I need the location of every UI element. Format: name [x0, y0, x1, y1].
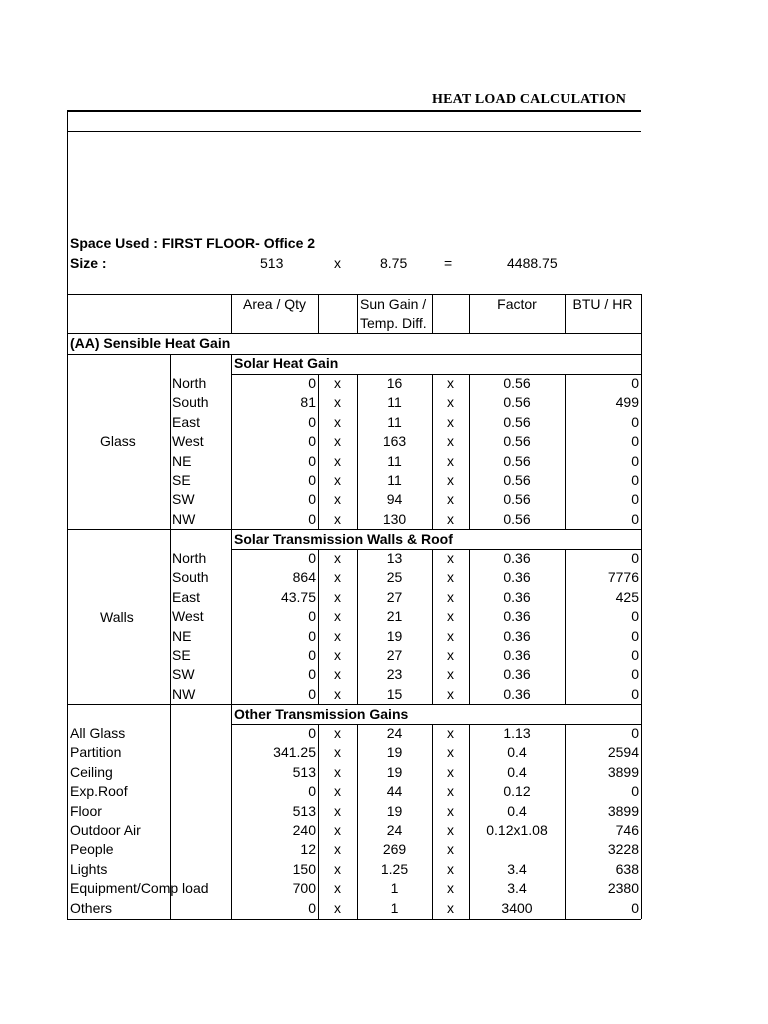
- table-row: [0, 782, 768, 801]
- grid-hline: [67, 294, 641, 295]
- gain-value: 163: [382, 433, 407, 450]
- multiply-sign: x: [334, 627, 341, 644]
- factor-value: 0.56: [503, 413, 531, 430]
- grid-vline: [318, 294, 319, 333]
- grid-hline: [67, 333, 641, 334]
- factor-value: 0.4: [507, 763, 527, 780]
- area-value: 0: [308, 627, 316, 644]
- gain-value: 130: [382, 510, 407, 527]
- table-row: [0, 685, 768, 704]
- multiply-sign: x: [447, 860, 454, 877]
- factor-value: 0.36: [503, 550, 531, 566]
- area-value: 0: [308, 725, 316, 741]
- multiply-sign: x: [447, 510, 454, 527]
- multiply-sign: x: [334, 569, 341, 586]
- area-value: 240: [292, 822, 316, 838]
- btu-value: 0: [631, 413, 639, 430]
- grid-vline: [432, 294, 433, 333]
- gain-value: 21: [386, 608, 403, 625]
- top-border-thick: [67, 110, 641, 112]
- btu-value: 3899: [607, 802, 639, 819]
- gain-value: 19: [386, 627, 403, 644]
- row-label: Others: [70, 899, 113, 916]
- multiply-sign: x: [447, 588, 454, 605]
- area-value: 341.25: [273, 744, 316, 761]
- area-value: 0: [308, 433, 316, 450]
- multiply-sign: x: [447, 725, 454, 741]
- row-label: West: [172, 433, 204, 450]
- row-label: South: [172, 394, 209, 411]
- multiply-sign: x: [334, 491, 341, 508]
- btu-value: 0: [631, 783, 639, 800]
- multiply-sign: x: [447, 491, 454, 508]
- gain-value: 19: [386, 744, 403, 761]
- table-row: [0, 490, 768, 509]
- row-label: South: [172, 569, 209, 586]
- row-label: North: [172, 375, 207, 391]
- multiply-sign: x: [334, 685, 341, 702]
- multiply-sign: x: [334, 394, 341, 411]
- size-height: 8.75: [380, 255, 408, 271]
- size-label: Size :: [70, 255, 107, 271]
- multiply-sign: x: [447, 783, 454, 800]
- row-label: East: [172, 413, 201, 430]
- factor-value: 0.56: [503, 452, 531, 469]
- multiply-sign: x: [447, 744, 454, 761]
- area-value: 513: [292, 802, 316, 819]
- subheader-other-transmission: Other Transmission Gains: [234, 706, 409, 722]
- multiply-sign: x: [334, 744, 341, 761]
- gain-value: 94: [386, 491, 403, 508]
- section-sensible-heat-gain: (AA) Sensible Heat Gain: [70, 335, 231, 351]
- area-value: 0: [308, 413, 316, 430]
- factor-value: 3.4: [507, 860, 527, 877]
- multiply-sign: x: [447, 880, 454, 897]
- area-value: 513: [292, 763, 316, 780]
- row-label: SE: [172, 647, 191, 663]
- grid-hline: [67, 354, 641, 355]
- multiply-sign: x: [334, 647, 341, 663]
- gain-value: 269: [382, 841, 407, 858]
- gain-value: 23: [386, 666, 403, 683]
- multiply-sign: x: [334, 433, 341, 450]
- header-area: Area / Qty: [242, 296, 307, 312]
- table-row: [0, 607, 768, 626]
- factor-value: 0.56: [503, 375, 531, 391]
- factor-value: 0.56: [503, 394, 531, 411]
- multiply-sign: x: [334, 375, 341, 391]
- multiply-sign: x: [334, 822, 341, 838]
- multiply-sign: x: [447, 569, 454, 586]
- grid-hline: [67, 704, 641, 705]
- gain-value: 11: [387, 472, 402, 488]
- btu-value: 0: [631, 608, 639, 625]
- btu-value: 0: [631, 433, 639, 450]
- group-label-glass: Glass: [100, 433, 136, 449]
- factor-value: 0.36: [503, 685, 531, 702]
- gain-value: 24: [386, 822, 403, 838]
- table-row: [0, 627, 768, 646]
- multiply-sign: x: [447, 763, 454, 780]
- row-label: North: [172, 550, 207, 566]
- area-value: 0: [308, 899, 316, 916]
- row-label: SE: [172, 472, 191, 488]
- multiply-sign: x: [334, 880, 341, 897]
- gain-value: 44: [386, 783, 403, 800]
- btu-value: 746: [615, 822, 639, 838]
- area-value: 700: [292, 880, 316, 897]
- multiply-sign: x: [334, 510, 341, 527]
- multiply-sign: x: [447, 433, 454, 450]
- btu-value: 2594: [607, 744, 639, 761]
- table-row: [0, 588, 768, 607]
- btu-value: 0: [631, 491, 639, 508]
- factor-value: 0.36: [503, 627, 531, 644]
- table-row: [0, 471, 768, 490]
- gain-value: 19: [386, 763, 403, 780]
- subheader-solar-heat-gain: Solar Heat Gain: [234, 355, 339, 371]
- area-value: 0: [308, 783, 316, 800]
- gain-value: 25: [386, 569, 403, 586]
- factor-value: 0.4: [507, 744, 527, 761]
- multiply-sign: x: [334, 860, 341, 877]
- multiply-sign: x: [447, 647, 454, 663]
- factor-value: 0.36: [503, 647, 531, 663]
- area-value: 0: [308, 647, 316, 663]
- group-label-walls: Walls: [100, 609, 134, 625]
- row-label: NW: [172, 510, 196, 527]
- gain-value: 27: [386, 588, 403, 605]
- size-equals: =: [444, 255, 453, 271]
- factor-value: 0.56: [503, 472, 531, 488]
- gain-value: 16: [386, 375, 403, 391]
- multiply-sign: x: [447, 627, 454, 644]
- multiply-sign: x: [447, 413, 454, 430]
- area-value: 12: [300, 841, 316, 858]
- table-row: [0, 393, 768, 412]
- row-label: Lights: [70, 860, 108, 877]
- factor-value: 3400: [501, 899, 533, 916]
- multiply-sign: x: [447, 550, 454, 566]
- size-multiply: x: [334, 255, 341, 271]
- multiply-sign: x: [334, 588, 341, 605]
- row-label: SW: [172, 666, 195, 683]
- row-label: All Glass: [70, 725, 126, 741]
- row-label: People: [70, 841, 114, 858]
- multiply-sign: x: [334, 666, 341, 683]
- header-btu: BTU / HR: [572, 296, 633, 312]
- multiply-sign: x: [447, 452, 454, 469]
- multiply-sign: x: [447, 822, 454, 838]
- gain-value: 15: [386, 685, 403, 702]
- factor-value: 0.4: [507, 802, 527, 819]
- factor-value: 0.36: [503, 666, 531, 683]
- multiply-sign: x: [334, 550, 341, 566]
- row-label: Partition: [70, 744, 122, 761]
- table-row: [0, 724, 768, 743]
- row-label: NW: [172, 685, 196, 702]
- table-row: [0, 432, 768, 451]
- multiply-sign: x: [334, 802, 341, 819]
- table-row: [0, 549, 768, 568]
- table-row: [0, 743, 768, 762]
- factor-value: 0.12x1.08: [486, 822, 548, 838]
- table-row: [0, 860, 768, 879]
- multiply-sign: x: [447, 666, 454, 683]
- table-row: [0, 452, 768, 471]
- header-sun-gain-line1: Sun Gain /: [360, 296, 427, 312]
- btu-value: 499: [615, 394, 639, 411]
- factor-value: 3.4: [507, 880, 527, 897]
- multiply-sign: x: [334, 452, 341, 469]
- factor-value: 0.36: [503, 608, 531, 625]
- table-row: [0, 821, 768, 840]
- page-title: HEAT LOAD CALCULATION: [432, 92, 627, 107]
- factor-value: 0.36: [503, 588, 531, 605]
- area-value: 0: [308, 510, 316, 527]
- table-row: [0, 568, 768, 587]
- multiply-sign: x: [447, 608, 454, 625]
- gain-value: 11: [387, 394, 402, 411]
- area-value: 0: [308, 550, 316, 566]
- btu-value: 2380: [607, 880, 639, 897]
- grid-vline: [357, 294, 358, 333]
- factor-value: 0.56: [503, 510, 531, 527]
- area-value: 864: [292, 569, 316, 586]
- gain-value: 19: [386, 802, 403, 819]
- btu-value: 0: [631, 550, 639, 566]
- area-value: 0: [308, 608, 316, 625]
- btu-value: 0: [631, 685, 639, 702]
- table-row: [0, 374, 768, 393]
- multiply-sign: x: [447, 802, 454, 819]
- table-row: [0, 413, 768, 432]
- multiply-sign: x: [447, 841, 454, 858]
- btu-value: 0: [631, 452, 639, 469]
- btu-value: 0: [631, 472, 639, 488]
- multiply-sign: x: [334, 763, 341, 780]
- row-label: NE: [172, 452, 192, 469]
- size-volume: 4488.75: [507, 255, 558, 271]
- row-label: SW: [172, 491, 195, 508]
- multiply-sign: x: [447, 375, 454, 391]
- multiply-sign: x: [334, 783, 341, 800]
- row-label: West: [172, 608, 204, 625]
- multiply-sign: x: [334, 899, 341, 916]
- subheader-solar-transmission: Solar Transmission Walls & Roof: [234, 531, 453, 547]
- table-row: [0, 802, 768, 821]
- grid-hline: [67, 529, 641, 530]
- multiply-sign: x: [334, 841, 341, 858]
- header-sun-gain-line2: Temp. Diff.: [360, 315, 427, 331]
- top-border-thin: [67, 131, 641, 132]
- multiply-sign: x: [447, 685, 454, 702]
- btu-value: 0: [631, 666, 639, 683]
- gain-value: 24: [386, 725, 403, 741]
- table-row: [0, 899, 768, 918]
- multiply-sign: x: [447, 472, 454, 488]
- gain-value: 1: [390, 899, 399, 916]
- btu-value: 0: [631, 899, 639, 916]
- factor-value: 0.56: [503, 491, 531, 508]
- factor-value: 1.13: [503, 725, 531, 741]
- area-value: 0: [308, 452, 316, 469]
- multiply-sign: x: [334, 472, 341, 488]
- table-row: [0, 665, 768, 684]
- area-value: 43.75: [280, 588, 316, 605]
- table-row: [0, 763, 768, 782]
- btu-value: 0: [631, 510, 639, 527]
- space-used-label: Space Used : FIRST FLOOR- Office 2: [70, 235, 316, 251]
- btu-value: 425: [615, 588, 639, 605]
- multiply-sign: x: [334, 725, 341, 741]
- gain-value: 13: [386, 550, 403, 566]
- gain-value: 11: [387, 452, 402, 469]
- factor-value: 0.12: [503, 783, 531, 800]
- btu-value: 0: [631, 627, 639, 644]
- btu-value: 638: [615, 860, 639, 877]
- row-label: Ceiling: [70, 763, 113, 780]
- table-row: [0, 840, 768, 859]
- row-label: Outdoor Air: [70, 822, 141, 838]
- area-value: 0: [308, 491, 316, 508]
- gain-value: 1.25: [380, 860, 409, 877]
- area-value: 81: [300, 394, 316, 411]
- row-label: Equipment/Comp load: [70, 880, 209, 897]
- btu-value: 3899: [607, 763, 639, 780]
- header-factor: Factor: [497, 296, 537, 312]
- multiply-sign: x: [447, 899, 454, 916]
- gain-value: 11: [387, 413, 402, 430]
- gain-value: 1: [390, 880, 399, 897]
- multiply-sign: x: [334, 608, 341, 625]
- area-value: 150: [292, 860, 316, 877]
- row-label: Floor: [70, 802, 102, 819]
- grid-hline: [67, 919, 641, 920]
- area-value: 0: [308, 666, 316, 683]
- btu-value: 7776: [607, 569, 639, 586]
- btu-value: 0: [631, 375, 639, 391]
- area-value: 0: [308, 472, 316, 488]
- btu-value: 3228: [607, 841, 639, 858]
- table-row: [0, 510, 768, 529]
- row-label: NE: [172, 627, 192, 644]
- table-row: [0, 646, 768, 665]
- factor-value: 0.36: [503, 569, 531, 586]
- btu-value: 0: [631, 725, 639, 741]
- area-value: 0: [308, 685, 316, 702]
- factor-value: 0.56: [503, 433, 531, 450]
- area-value: 0: [308, 375, 316, 391]
- table-row: [0, 879, 768, 898]
- row-label: East: [172, 588, 201, 605]
- multiply-sign: x: [334, 413, 341, 430]
- row-label: Exp.Roof: [70, 783, 128, 800]
- gain-value: 27: [386, 647, 403, 663]
- size-length: 513: [260, 255, 284, 271]
- multiply-sign: x: [447, 394, 454, 411]
- btu-value: 0: [631, 647, 639, 663]
